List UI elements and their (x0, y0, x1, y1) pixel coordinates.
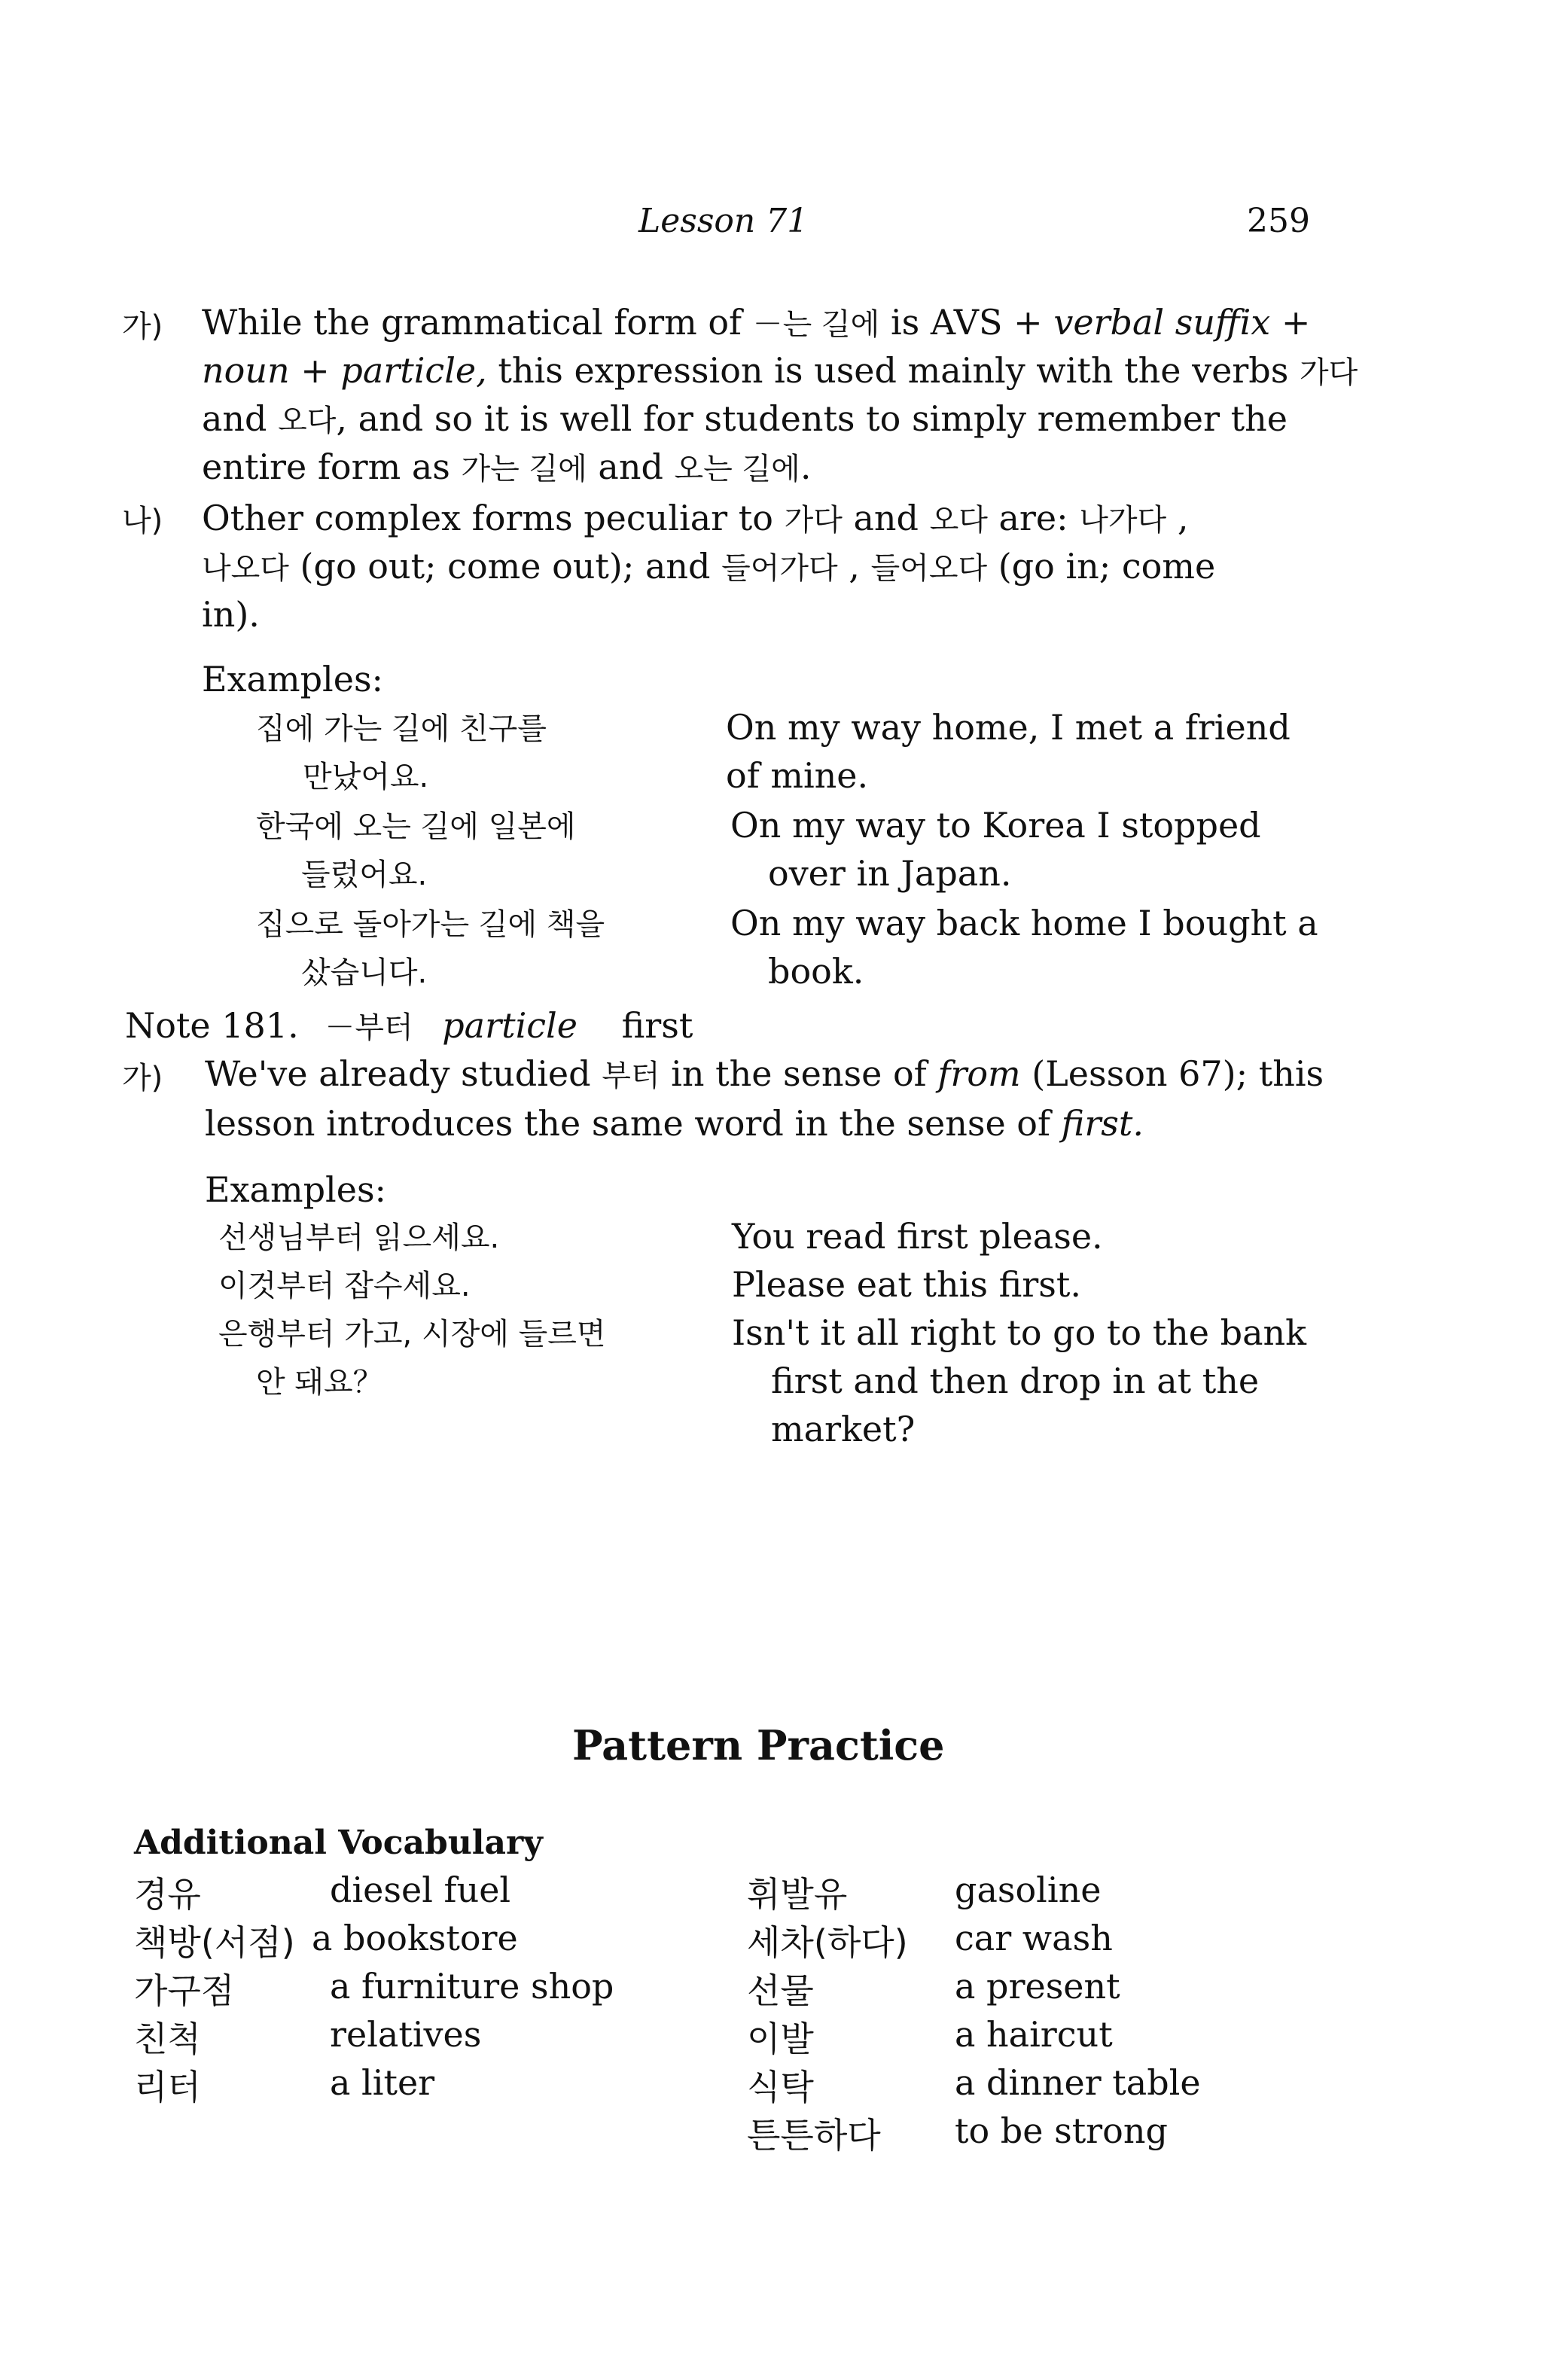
vocab-right-en-2: car wash (955, 1918, 1113, 1958)
example-1-korean-line-1: 집에 가는 길에 친구를 (256, 712, 547, 746)
note-gloss: first (621, 1005, 693, 1046)
example-3-english-line-1: On my way back home I bought a (730, 903, 1318, 943)
vocab-right-ko-3: 선물 (747, 1970, 814, 2011)
para-na-line-2: 나오다 (go out; come out); and 들어가다 , 들어오다 (go in; come (202, 546, 1216, 587)
example-1-korean-line-2: 만났어요. (303, 760, 429, 794)
note-korean-form: －부터 (325, 1010, 413, 1045)
para-na-line-1: Other complex forms peculiar to 가다 and 오다 are: 나가다 , (202, 498, 1189, 538)
vocab-right-ko-2: 세차(하다) (747, 1922, 908, 1963)
vocab-right-en-5: a dinner table (955, 2062, 1201, 2103)
example-6-english-line-1: Isn't it all right to go to the bank (732, 1312, 1307, 1353)
vocab-left-en-2: a bookstore (312, 1918, 518, 1958)
example-3-korean-line-2: 샀습니다. (301, 955, 428, 990)
running-header-lesson: Lesson 71 (638, 202, 809, 240)
note-181-heading (125, 1001, 693, 1052)
item-label-na: 나) (122, 504, 163, 538)
vocab-right-ko-6: 튼튼하다 (747, 2115, 881, 2156)
example-2-korean-line-1: 한국에 오는 길에 일본에 (256, 809, 576, 844)
example-1-english-line-1: On my way home, I met a friend (726, 707, 1291, 748)
vocab-heading: Additional Vocabulary (134, 1824, 543, 1862)
vocab-left-en-1: diesel fuel (330, 1870, 511, 1910)
example-5-korean: 이것부터 잡수세요. (218, 1269, 471, 1303)
item-label-ga: 가) (122, 309, 163, 344)
note-term: particle (442, 1005, 577, 1046)
para-ga-line-3: and 오다, and so it is well for students to simply remember the (202, 398, 1288, 439)
vocab-right-en-4: a haircut (955, 2014, 1113, 2055)
example-2-english-line-2: over in Japan. (768, 853, 1012, 894)
page-number: 259 (1247, 202, 1310, 240)
example-6-english-line-3: market? (771, 1409, 916, 1449)
note-181-line-1: We've already studied 부터 in the sense of from (Lesson 67); this (205, 1053, 1324, 1094)
para-na-line-3: in). (202, 594, 260, 635)
vocab-left-en-4: relatives (330, 2014, 482, 2055)
examples-label-2: Examples: (205, 1169, 387, 1210)
vocab-left-en-5: a liter (330, 2062, 435, 2103)
vocab-right-ko-4: 이발 (747, 2019, 814, 2059)
example-2-english-line-1: On my way to Korea I stopped (730, 805, 1261, 846)
vocab-left-ko-2: 책방(서점) (134, 1922, 295, 1963)
vocab-right-en-6: to be strong (955, 2110, 1168, 2151)
example-6-korean-line-1: 은행부터 가고, 시장에 들르면 (218, 1317, 606, 1352)
example-4-korean: 선생님부터 읽으세요. (218, 1220, 500, 1255)
examples-label-1: Examples: (202, 659, 384, 699)
note-number: Note 181. (125, 1005, 299, 1046)
vocab-left-ko-4: 친척 (134, 2019, 201, 2059)
example-3-korean-line-1: 집으로 돌아가는 길에 책을 (256, 907, 605, 942)
example-1-english-line-2: of mine. (726, 755, 869, 796)
note-181-line-2: lesson introduces the same word in the sense of first. (205, 1103, 1144, 1144)
vocab-right-en-3: a present (955, 1966, 1120, 2007)
section-title: Pattern Practice (572, 1721, 945, 1769)
vocab-right-ko-1: 휘발유 (747, 1874, 848, 1915)
example-6-english-line-2: first and then drop in at the (771, 1361, 1260, 1401)
example-3-english-line-2: book. (768, 951, 864, 992)
vocab-left-ko-5: 리터 (134, 2067, 201, 2107)
note-181-item-label: 가) (122, 1061, 163, 1096)
example-2-korean-line-2: 들렀어요. (301, 858, 428, 892)
vocab-left-en-3: a furniture shop (330, 1966, 614, 2007)
vocab-left-ko-1: 경유 (134, 1874, 201, 1915)
example-5-english: Please eat this first. (732, 1264, 1081, 1305)
vocab-right-ko-5: 식탁 (747, 2067, 814, 2107)
para-ga-line-1: While the grammatical form of －는 길에 is AVS + verbal suffix + (202, 302, 1311, 343)
vocab-right-en-1: gasoline (955, 1870, 1102, 1910)
vocab-left-ko-3: 가구점 (134, 1970, 235, 2011)
example-6-korean-line-2: 안 돼요？ (256, 1365, 383, 1400)
para-ga-line-4: entire form as 가는 길에 and 오는 길에. (202, 446, 812, 487)
para-ga-line-2: noun + particle, this expression is used mainly with the verbs 가다 (202, 350, 1358, 391)
example-4-english: You read first please. (732, 1216, 1103, 1257)
